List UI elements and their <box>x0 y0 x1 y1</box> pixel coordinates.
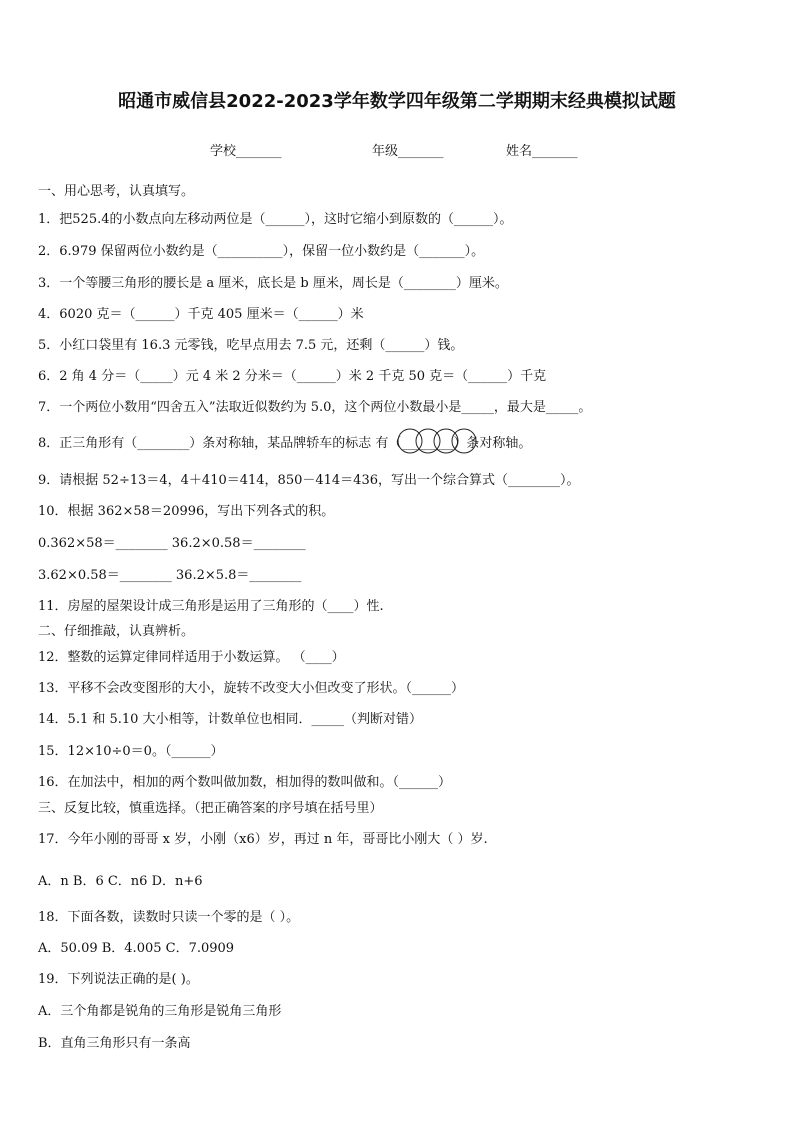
question-16: 16．在加法中，相加的两个数叫做加数，相加得的数叫做和。（______） <box>38 775 452 790</box>
question-3: 3．一个等腰三角形的腰长是 a 厘米，底长是 b 厘米，周长是（________）厘米。 <box>38 276 508 291</box>
page-title: 昭通市威信县2022-2023学年数学四年级第二学期期末经典模拟试题 <box>118 91 676 112</box>
question-13: 13．平移不会改变图形的大小，旋转不改变大小但改变了形状。（______） <box>38 681 465 696</box>
question-11: 11．房屋的屋架设计成三角形是运用了三角形的（____）性. <box>38 599 384 614</box>
question-10: 10．根据 362×58＝20996，写出下列各式的积。 <box>38 504 335 519</box>
question-10-row-2: 3.62×0.58＝________ 36.2×5.8＝________ <box>38 568 302 583</box>
question-19-option-a: A．三个角都是锐角的三角形是锐角三角形 <box>38 1004 282 1019</box>
question-4: 4．6020 克＝（______）千克 405 厘米＝（______）米 <box>38 307 364 322</box>
grade-field[interactable]: 年级_______ <box>372 144 444 159</box>
section-heading-choice: 三、反复比较，慎重选择。（把正确答案的序号填在括号里） <box>38 801 383 816</box>
question-15: 15．12×10÷0＝0。（______） <box>38 744 224 759</box>
question-7: 7．一个两位小数用“四舍五入”法取近似数约为 5.0，这个两位小数最小是_____，最大是_____。 <box>38 400 592 415</box>
question-5: 5．小红口袋里有 16.3 元零钱，吃早点用去 7.5 元，还剩（______）钱。 <box>38 338 464 353</box>
question-12: 12．整数的运算定律同样适用于小数运算。 （____） <box>38 650 345 665</box>
section-heading-fill-in: 一、用心思考，认真填写。 <box>38 184 195 199</box>
question-17: 17．今年小刚的哥哥 x 岁，小刚（x6）岁，再过 n 年，哥哥比小刚大（ ）岁. <box>38 832 488 847</box>
question-14: 14．5.1 和 5.10 大小相等，计数单位也相同．_____（判断对错） <box>38 712 423 727</box>
question-17-options: A．n B．6 C．n6 D．n+6 <box>38 874 203 889</box>
question-2: 2．6.979 保留两位小数约是（__________），保留一位小数约是（_______）。 <box>38 244 485 259</box>
question-19-option-b: B．直角三角形只有一条高 <box>38 1036 191 1051</box>
question-6: 6．2 角 4 分＝（_____）元 4 米 2 分米＝（______）米 2 千克 50 克＝（______）千克 <box>38 369 547 384</box>
question-9: 9．请根据 52÷13＝4，4＋410＝414，850－414＝436，写出一个综合算式（________）。 <box>38 473 580 488</box>
question-8: 8．正三角形有（________）条对称轴，某品牌轿车的标志 有（________）条对称轴。 <box>38 436 532 451</box>
school-field[interactable]: 学校_______ <box>210 144 282 159</box>
question-18: 18．下面各数，读数时只读一个零的是（ ）。 <box>38 910 300 925</box>
question-18-options: A．50.09 B．4.005 C．7.0909 <box>38 941 235 956</box>
name-field[interactable]: 姓名_______ <box>506 144 578 159</box>
question-10-row-1: 0.362×58＝________ 36.2×0.58＝________ <box>38 536 306 551</box>
four-rings-logo-icon <box>397 428 477 454</box>
question-1: 1．把525.4的小数点向左移动两位是（______），这时它缩小到原数的（______）。 <box>38 212 513 227</box>
section-heading-judge: 二、仔细推敲，认真辨析。 <box>38 624 195 639</box>
question-19: 19．下列说法正确的是( )。 <box>38 972 199 987</box>
